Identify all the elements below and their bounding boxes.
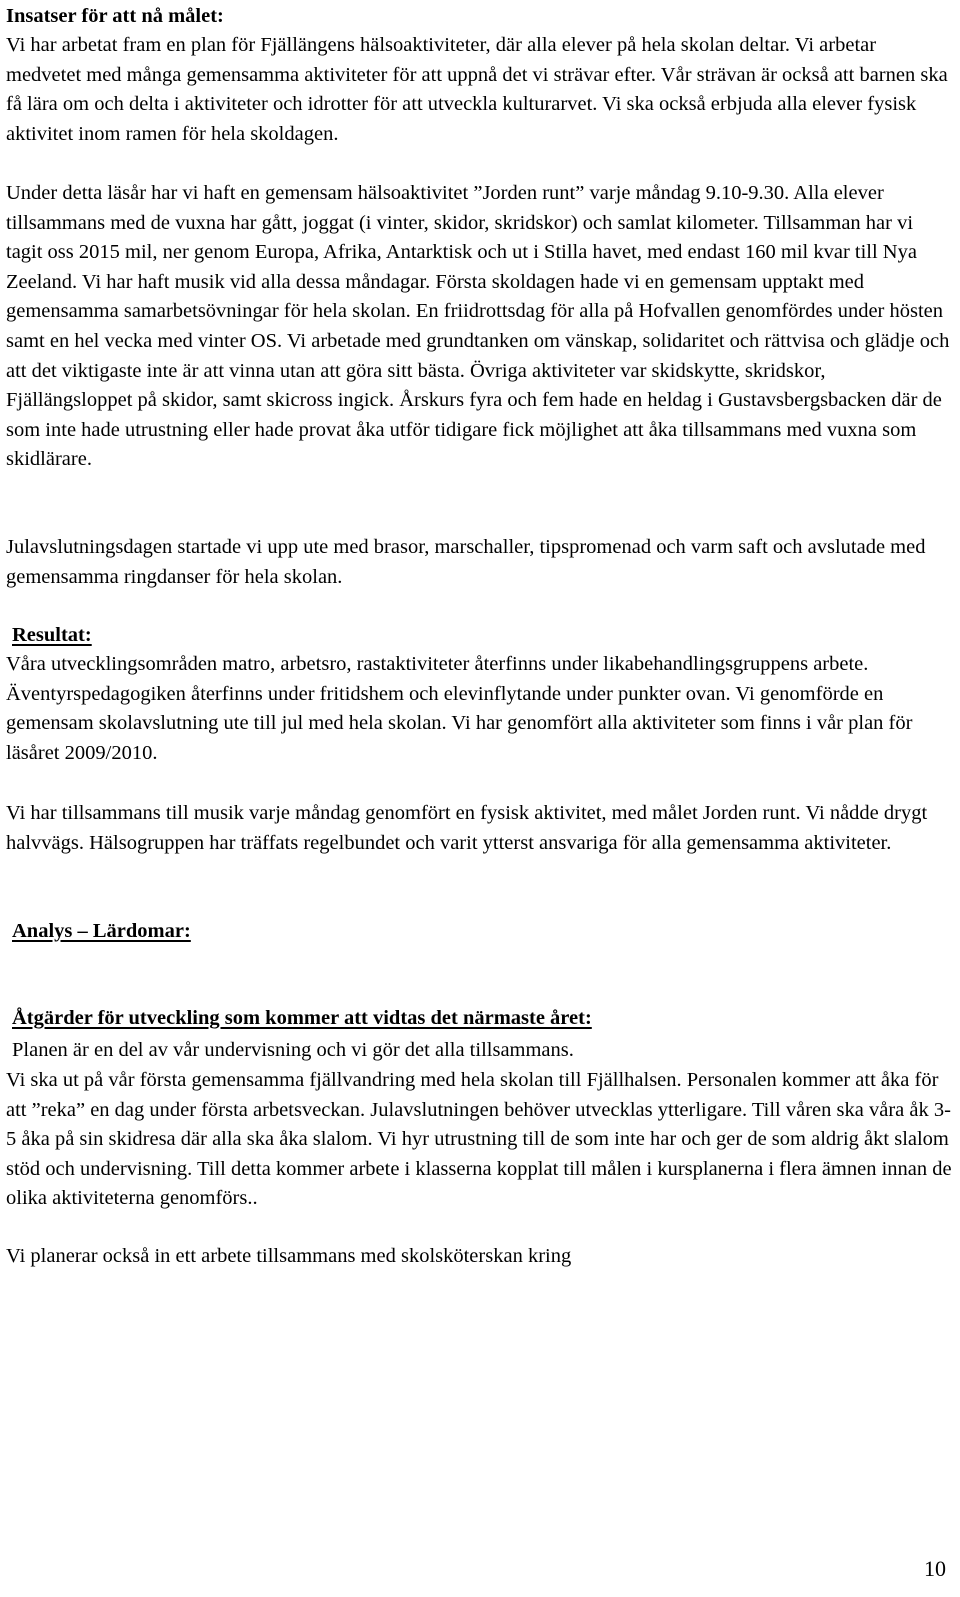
paragraph-jorden-runt: Under detta läsår har vi haft en gemensam hälsoaktivitet ”Jorden runt” varje måndag 9.10-9.30. Alla elever tillsammans med de vuxna har gått, joggat (i vinter, skidor, skridskor) och samlat kilometer. Tillsamman har vi tagit oss 2015 mil, ner genom Europa, Afrika, Antarktisk och ut i Stilla havet, med endast 160 mil kvar till Nya Zeeland. Vi har haft musik vid alla dessa måndagar. Första skoldagen hade vi en gemensam upptakt med gemensamma samarbetsövningar för hela skolan. En friidrottsdag för alla på Hofvallen genomfördes under hösten samt en hel vecka med vinter OS. Vi arbetade med grundtanken om vänskap, solidaritet och rättvisa och glädje och att det viktigaste inte är att vinna utan att göra sitt bästa. Övriga aktiviteter var skidskytte, skridskor, Fjällängsloppet på skidor, samt skicross ingick. Årskurs fyra och fem hade en heldag i Gustavsbergsbacken där de som inte hade utrustning eller hade provat åka utför tidigare fick möjlighet att åka tillsammans med vuxna som skidlärare. <box>6 182 950 471</box>
section-heading-atgarder: Åtgärder för utveckling som kommer att vidtas det närmaste året: <box>12 1007 592 1029</box>
paragraph-julavslutning: Julavslutningsdagen startade vi upp ute med brasor, marschaller, tipspromenad och varm saft och avslutade med gemensamma ringdanser för hela skolan. <box>6 536 926 588</box>
section-heading-insatser: Insatser för att nå målet: <box>6 5 224 27</box>
paragraph-resultat-musik: Vi har tillsammans till musik varje måndag genomfört en fysisk aktivitet, med målet Jorden runt. Vi nådde drygt halvvägs. Hälsogruppen har träffats regelbundet och varit ytterst ansvariga för alla gemensamma aktiviteter. <box>6 802 928 854</box>
page-number: 10 <box>924 1556 946 1581</box>
paragraph-resultat-utvecklingsomraden: Våra utvecklingsområden matro, arbetsro, rastaktiviteter återfinns under likabehandlingsgruppens arbete. Äventyrspedagogiken återfinns under fritidshem och elevinflytande under punkter ovan. Vi genomförde en gemensam skolavslutning ute till jul med hela skolan. Vi har genomfört alla aktiviteter som finns i vår plan för läsåret 2009/2010. <box>6 653 913 764</box>
paragraph-atgarder-planen: Planen är en del av vår undervisning och vi gör det alla tillsammans. <box>12 1039 574 1061</box>
section-heading-analys: Analys – Lärdomar: <box>12 920 191 942</box>
paragraph-atgarder-fjallvandring: Vi ska ut på vår första gemensamma fjällvandring med hela skolan till Fjällhalsen. Personalen kommer att åka för att ”reka” en dag under första arbetsveckan. Julavslutningen behöver utvecklas ytterligare. Till våren ska våra åk 3-5 åka på sin skidresa där alla ska åka slalom. Vi hyr utrustning till de som inte har och ger de som aldrig åkt slalom stöd och undervisning. Till detta kommer arbete i klasserna kopplat till målen i kursplanerna i flera ämnen innan de olika aktiviteterna genomförs.. <box>6 1069 952 1210</box>
section-heading-resultat: Resultat: <box>12 624 92 646</box>
paragraph-insatser-plan: Vi har arbetat fram en plan för Fjällängens hälsoaktiviteter, där alla elever på hela skolan deltar. Vi arbetar medvetet med många gemensamma aktiviteter för att uppnå det vi strävar efter. Vår strävan är också att barnen ska få lära om och delta i aktiviteter och idrotter för att utveckla kulturarvet. Vi ska också erbjuda alla elever fysisk aktivitet inom ramen för hela skoldagen. <box>6 34 948 145</box>
paragraph-atgarder-skolskoterskan: Vi planerar också in ett arbete tillsammans med skolsköterskan kring <box>6 1245 572 1267</box>
